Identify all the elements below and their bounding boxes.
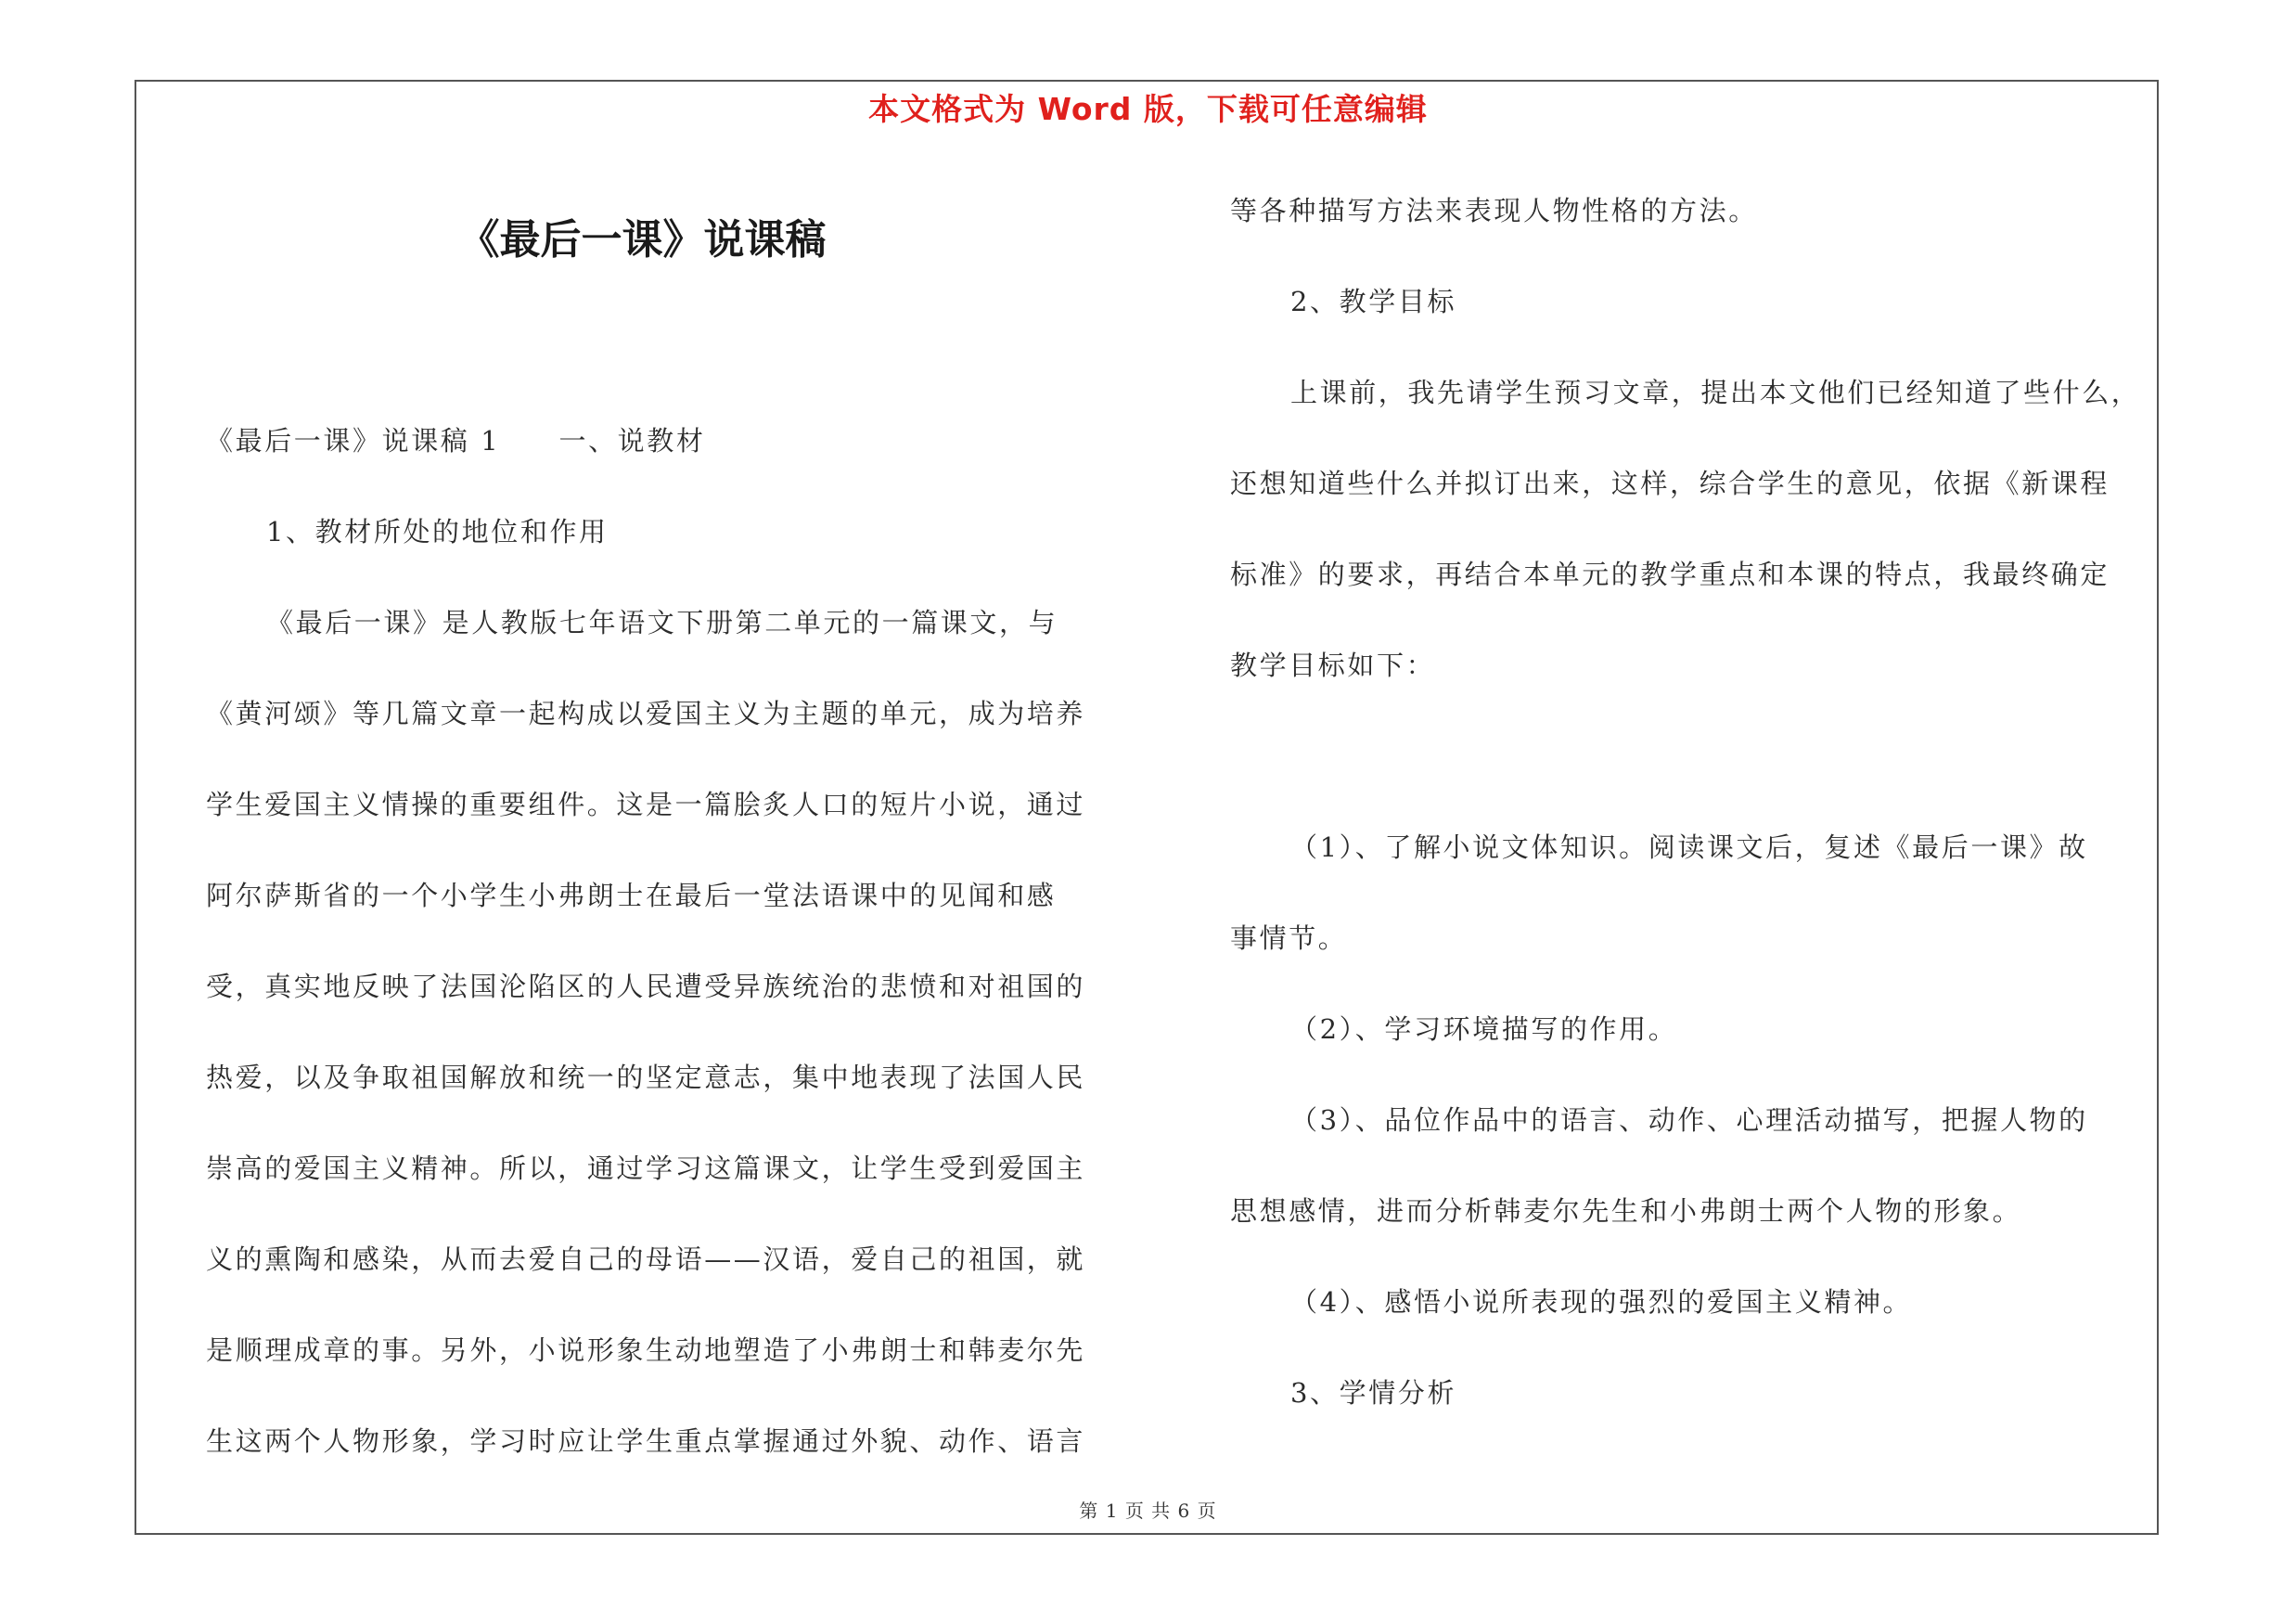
document-title: 《最后一课》说课稿 <box>458 216 827 264</box>
left-paragraph-line: 《最后一课》说课稿 1 一、说教材 <box>206 425 706 457</box>
right-paragraph-line: 标准》的要求，再结合本单元的教学重点和本课的特点，我最终确定 <box>1230 559 2110 590</box>
right-paragraph-line: （4）、感悟小说所表现的强烈的爱国主义精神。 <box>1290 1286 1913 1318</box>
left-paragraph-line: 生这两个人物形象，学习时应让学生重点掌握通过外貌、动作、语言 <box>206 1425 1086 1457</box>
left-paragraph-line: 《黄河颂》等几篇文章一起构成以爱国主义为主题的单元，成为培养 <box>206 698 1086 729</box>
right-paragraph-line: 事情节。 <box>1230 922 1348 954</box>
left-paragraph-line: 是顺理成章的事。另外，小说形象生动地塑造了小弗朗士和韩麦尔先 <box>206 1334 1086 1366</box>
left-paragraph-line: 受，真实地反映了法国沦陷区的人民遭受异族统治的悲愤和对祖国的 <box>206 971 1086 1002</box>
right-paragraph-line: （2）、学习环境描写的作用。 <box>1290 1013 1678 1045</box>
right-paragraph-line: 上课前，我先请学生预习文章，提出本文他们已经知道了些什么， <box>1290 377 2141 408</box>
right-paragraph-line: 教学目标如下： <box>1230 650 1436 681</box>
right-paragraph-line: （3）、品位作品中的语言、动作、心理活动描写，把握人物的 <box>1290 1104 2088 1136</box>
right-paragraph-line: 等各种描写方法来表现人物性格的方法。 <box>1230 195 1758 226</box>
left-paragraph-line: 崇高的爱国主义精神。所以，通过学习这篇课文，让学生受到爱国主 <box>206 1153 1086 1184</box>
right-paragraph-line: （1）、了解小说文体知识。阅读课文后，复述《最后一课》故 <box>1290 831 2088 863</box>
left-paragraph-line: 学生爱国主义情操的重要组件。这是一篇脍炙人口的短片小说，通过 <box>206 789 1086 820</box>
right-paragraph-line: 还想知道些什么并拟订出来，这样，综合学生的意见，依据《新课程 <box>1230 468 2110 499</box>
right-paragraph-line: 2、教学目标 <box>1290 286 1457 317</box>
right-paragraph-line: 3、学情分析 <box>1290 1377 1457 1409</box>
left-paragraph-line: 义的熏陶和感染，从而去爱自己的母语——汉语，爱自己的祖国，就 <box>206 1243 1086 1275</box>
left-paragraph-line: 热爱，以及争取祖国解放和统一的坚定意志，集中地表现了法国人民 <box>206 1062 1086 1093</box>
left-paragraph-line: 《最后一课》是人教版七年语文下册第二单元的一篇课文，与 <box>266 607 1058 638</box>
left-paragraph-line: 阿尔萨斯省的一个小学生小弗朗士在最后一堂法语课中的见闻和感 <box>206 880 1057 911</box>
format-notice-banner: 本文格式为 Word 版，下载可任意编辑 <box>868 91 1428 127</box>
left-paragraph-line: 1、教材所处的地位和作用 <box>266 516 609 547</box>
right-paragraph-line: 思想感情，进而分析韩麦尔先生和小弗朗士两个人物的形象。 <box>1230 1195 2022 1227</box>
page-number-footer: 第 1 页 共 6 页 <box>1079 1500 1217 1522</box>
